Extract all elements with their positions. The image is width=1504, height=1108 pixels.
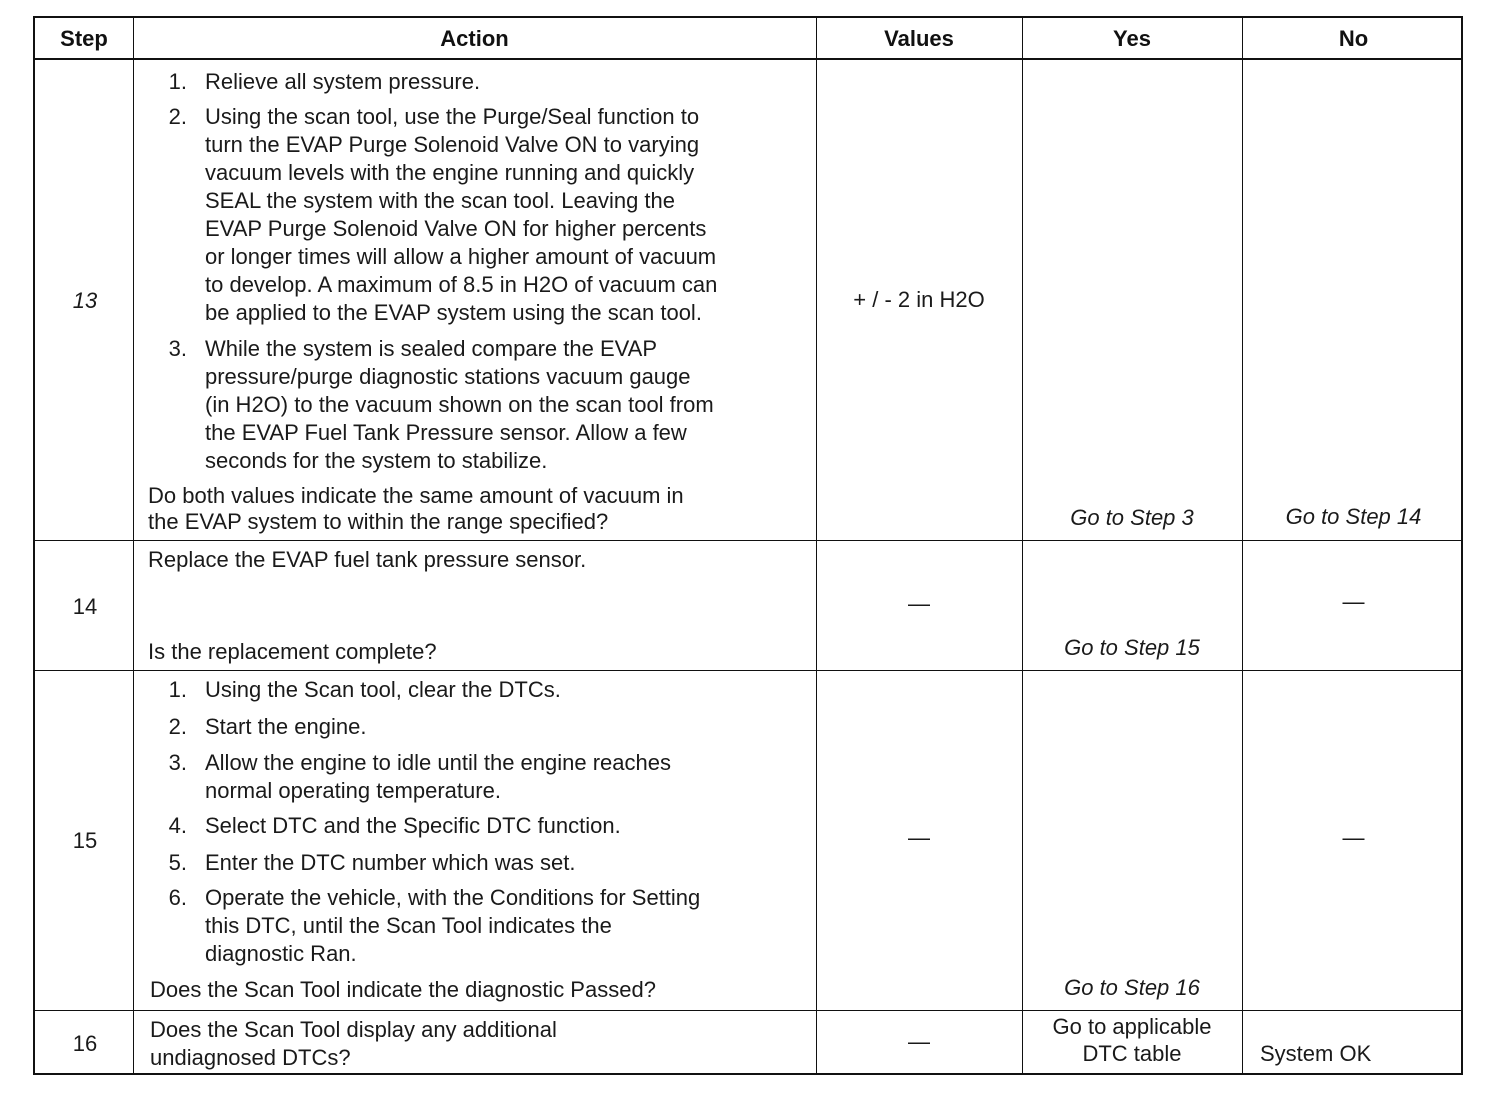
action-line: normal operating temperature. [205, 778, 501, 803]
question-line: Does the Scan Tool indicate the diagnostic Passed? [150, 977, 656, 1002]
header-action: Action [440, 26, 509, 51]
item-number: 4. [168, 813, 187, 838]
step-number: 14 [72, 594, 98, 619]
col-divider [816, 18, 817, 1073]
action-line: Relieve all system pressure. [205, 69, 481, 94]
action-line: turn the EVAP Purge Solenoid Valve ON to varying [205, 132, 700, 157]
step-number: 13 [72, 288, 98, 313]
action-line: Allow the engine to idle until the engine reaches [205, 750, 671, 775]
yes-cell: Go to applicable [1052, 1014, 1212, 1039]
values-cell: — [908, 591, 930, 616]
item-number: 1. [168, 677, 187, 702]
values-cell: — [908, 825, 930, 850]
action-line: Replace the EVAP fuel tank pressure sensor. [148, 547, 587, 572]
header-yes: Yes [1113, 26, 1151, 51]
row-divider [35, 1010, 1461, 1011]
item-number: 6. [168, 885, 187, 910]
action-line: (in H2O) to the vacuum shown on the scan tool from [205, 392, 714, 417]
action-line: While the system is sealed compare the EVAP [205, 336, 658, 361]
action-line: EVAP Purge Solenoid Valve ON for higher percents [205, 216, 707, 241]
yes-cell: DTC table [1082, 1041, 1182, 1066]
header-step: Step [60, 26, 108, 51]
yes-cell: Go to Step 15 [1064, 635, 1200, 660]
question-line: Does the Scan Tool display any additional [150, 1017, 557, 1042]
action-line: pressure/purge diagnostic stations vacuum gauge [205, 364, 691, 389]
action-line: seconds for the system to stabilize. [205, 448, 548, 473]
step-number: 16 [72, 1031, 98, 1056]
values-cell: + / - 2 in H2O [853, 287, 985, 312]
action-line: be applied to the EVAP system using the scan tool. [205, 300, 702, 325]
no-cell: Go to Step 14 [1285, 504, 1422, 529]
col-divider [1022, 18, 1023, 1073]
action-line: Select DTC and the Specific DTC function. [205, 813, 621, 838]
no-cell: System OK [1260, 1041, 1372, 1066]
action-line: SEAL the system with the scan tool. Leaving the [205, 188, 676, 213]
header-values: Values [884, 26, 954, 51]
action-line: diagnostic Ran. [205, 941, 357, 966]
item-number: 3. [168, 750, 187, 775]
action-line: Using the scan tool, use the Purge/Seal function to [205, 104, 700, 129]
action-line: Start the engine. [205, 714, 367, 739]
row-divider [35, 670, 1461, 671]
col-divider [133, 18, 134, 1073]
item-number: 3. [168, 336, 187, 361]
question-line: the EVAP system to within the range specified? [148, 509, 609, 534]
header-no: No [1338, 26, 1369, 51]
question-line: undiagnosed DTCs? [150, 1045, 351, 1070]
item-number: 5. [168, 850, 187, 875]
action-line: or longer times will allow a higher amount of vacuum [205, 244, 717, 269]
action-line: Using the Scan tool, clear the DTCs. [205, 677, 561, 702]
yes-cell: Go to Step 16 [1064, 975, 1200, 1000]
action-line: Operate the vehicle, with the Conditions for Setting [205, 885, 701, 910]
item-number: 1. [168, 69, 187, 94]
action-line: the EVAP Fuel Tank Pressure sensor. Allow a few [205, 420, 687, 445]
action-line: to develop. A maximum of 8.5 in H2O of vacuum can [205, 272, 718, 297]
no-cell: — [1342, 589, 1365, 614]
no-cell: — [1342, 825, 1365, 850]
row-divider [35, 540, 1461, 541]
diagnostic-table [33, 16, 1463, 1075]
question-line: Is the replacement complete? [148, 639, 437, 664]
yes-cell: Go to Step 3 [1070, 505, 1194, 530]
item-number: 2. [168, 104, 187, 129]
col-divider [1242, 18, 1243, 1073]
action-line: vacuum levels with the engine running and quickly [205, 160, 695, 185]
action-line: this DTC, until the Scan Tool indicates the [205, 913, 612, 938]
question-line: Do both values indicate the same amount of vacuum in [148, 483, 684, 508]
values-cell: — [908, 1029, 930, 1054]
step-number: 15 [72, 828, 98, 853]
action-line: Enter the DTC number which was set. [205, 850, 576, 875]
item-number: 2. [168, 714, 187, 739]
